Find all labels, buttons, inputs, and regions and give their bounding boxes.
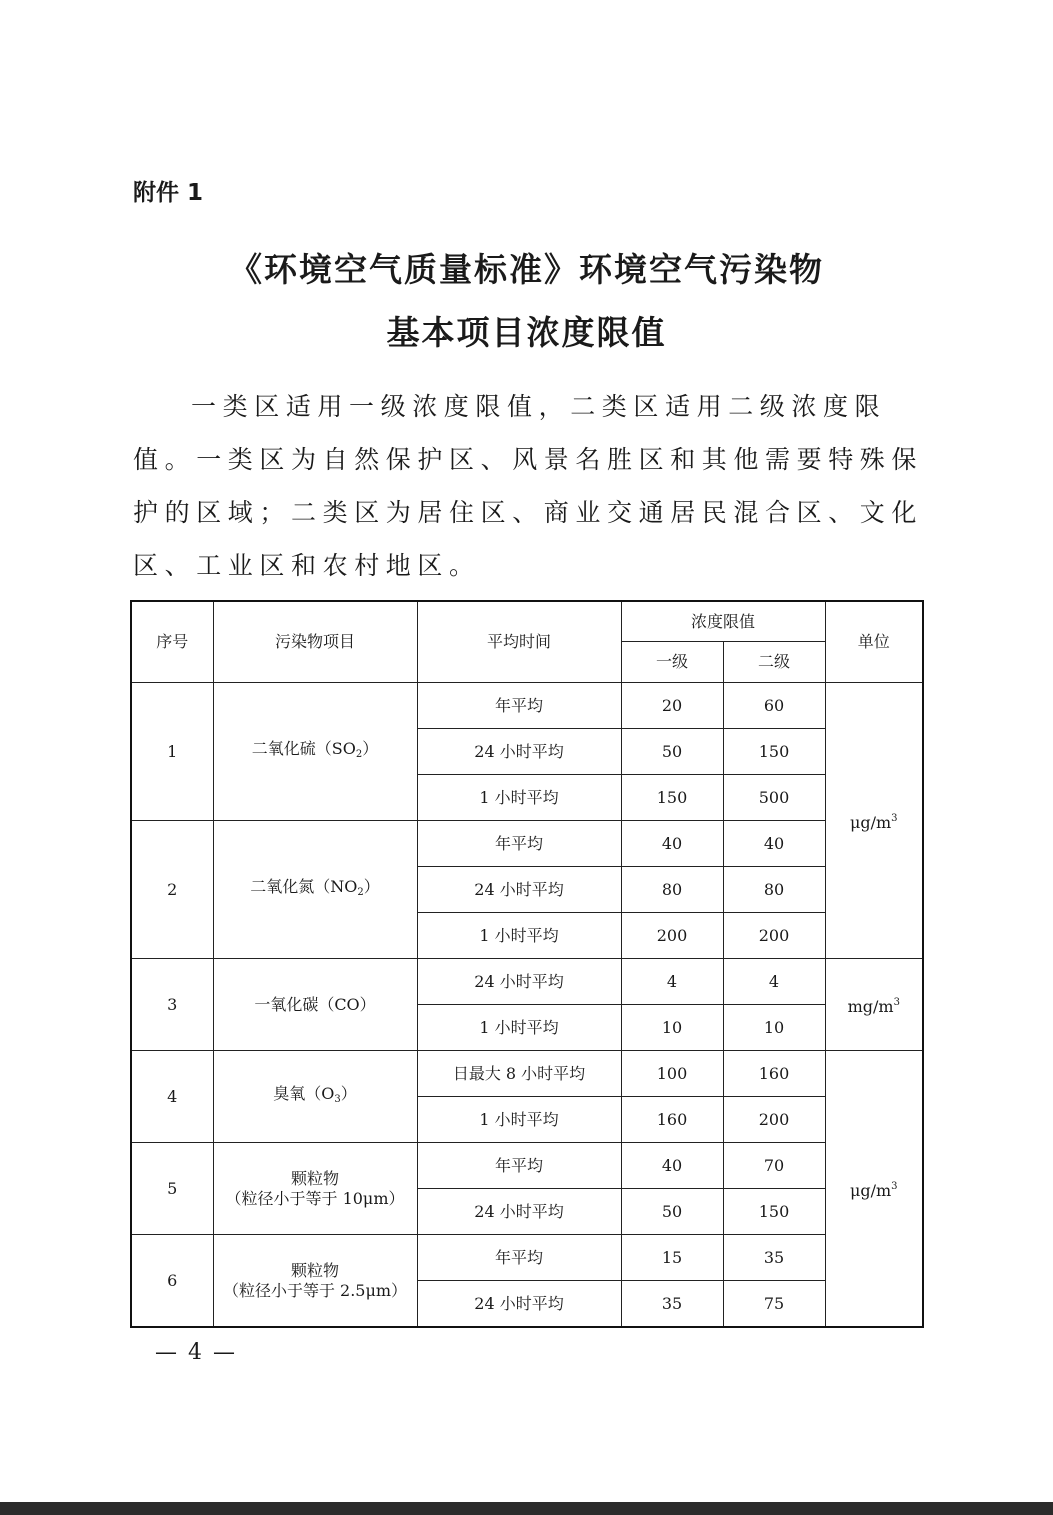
grade-2-cell: 35 [723, 1235, 825, 1281]
header-grade-1: 一级 [621, 642, 723, 683]
grade-1-cell: 50 [621, 729, 723, 775]
table-row [131, 1235, 923, 1281]
grade-2-cell: 500 [723, 775, 825, 821]
grade-1-cell: 40 [621, 821, 723, 867]
header-limit: 浓度限值 [621, 601, 825, 642]
seq-cell: 2 [131, 821, 213, 959]
seq-cell: 5 [131, 1143, 213, 1235]
pollutant-cell: 二氧化硫$(SO_2)$ [213, 683, 417, 821]
grade-2-cell: 200 [723, 913, 825, 959]
grade-1-cell: 15 [621, 1235, 723, 1281]
page-number: — 4 — [155, 1340, 237, 1365]
grade-1-cell: 160 [621, 1097, 723, 1143]
avg-time-cell: 24 小时平均 [417, 867, 621, 913]
seq-cell: 1 [131, 683, 213, 821]
grade-1-cell: 4 [621, 959, 723, 1005]
avg-time-cell: 日最大 8 小时平均 [417, 1051, 621, 1097]
seq-cell: 3 [131, 959, 213, 1051]
grade-1-cell: 35 [621, 1281, 723, 1328]
pollutant-cell: 一氧化碳（CO） [213, 959, 417, 1051]
avg-time-cell: 24 小时平均 [417, 959, 621, 1005]
avg-time-cell: 24 小时平均 [417, 729, 621, 775]
grade-1-cell: 10 [621, 1005, 723, 1051]
grade-2-cell: 200 [723, 1097, 825, 1143]
pollutant-cell: 二氧化氮$(NO_2)$ [213, 821, 417, 959]
avg-time-cell: 1 小时平均 [417, 913, 621, 959]
title-line-1: 《环境空气质量标准》环境空气污染物 [229, 250, 824, 289]
grade-2-cell: 150 [723, 729, 825, 775]
grade-1-cell: 50 [621, 1189, 723, 1235]
grade-2-cell: 75 [723, 1281, 825, 1328]
table-row [131, 1051, 923, 1097]
pollutant-cell: 臭氧$(O_3)$ [213, 1051, 417, 1143]
grade-2-cell: 10 [723, 1005, 825, 1051]
avg-time-cell: 1 小时平均 [417, 1097, 621, 1143]
attachment-label: 附件 1 [133, 180, 204, 206]
intro-paragraph: 一类区适用一级浓度限值，二类区适用二级浓度限值。一类区为自然保护区、风景名胜区和其他需要特殊保护的区域；二类区为居住区、商业交通居民混合区、文化区、工业区和农村地区。 [133, 392, 924, 580]
grade-2-cell: 40 [723, 821, 825, 867]
avg-time-cell: 年平均 [417, 1235, 621, 1281]
grade-2-cell: 70 [723, 1143, 825, 1189]
header-unit: 单位 [825, 601, 923, 683]
grade-1-cell: 80 [621, 867, 723, 913]
avg-time-cell: 1 小时平均 [417, 1005, 621, 1051]
header-seq: 序号 [131, 601, 213, 683]
grade-1-cell: 150 [621, 775, 723, 821]
avg-time-cell: 年平均 [417, 821, 621, 867]
header-pollutant: 污染物项目 [213, 601, 417, 683]
title-line-2: 基本项目浓度限值 [386, 313, 667, 352]
grade-1-cell: 200 [621, 913, 723, 959]
grade-1-cell: 40 [621, 1143, 723, 1189]
seq-cell: 4 [131, 1051, 213, 1143]
avg-time-cell: 24 小时平均 [417, 1189, 621, 1235]
grade-1-cell: 20 [621, 683, 723, 729]
seq-cell: 6 [131, 1235, 213, 1328]
unit-cell: $\mu g/m^3$ [825, 1051, 923, 1328]
grade-2-cell: 4 [723, 959, 825, 1005]
pollutant-cell: 颗粒物 （粒径小于等于 10μm） [213, 1143, 417, 1235]
grade-2-cell: 160 [723, 1051, 825, 1097]
grade-1-cell: 100 [621, 1051, 723, 1097]
avg-time-cell: 年平均 [417, 683, 621, 729]
grade-2-cell: 150 [723, 1189, 825, 1235]
table-row [131, 959, 923, 1005]
avg-time-cell: 1 小时平均 [417, 775, 621, 821]
table-row [131, 683, 923, 729]
header-avg-time: 平均时间 [417, 601, 621, 683]
table-row [131, 1143, 923, 1189]
unit-cell: $\mu g/m^3$ [825, 683, 923, 959]
grade-2-cell: 60 [723, 683, 825, 729]
pollutant-cell: 颗粒物 （粒径小于等于 2.5μm） [213, 1235, 417, 1328]
avg-time-cell: 24 小时平均 [417, 1281, 621, 1328]
concentration-limits-table [130, 600, 924, 1328]
grade-2-cell: 80 [723, 867, 825, 913]
avg-time-cell: 年平均 [417, 1143, 621, 1189]
table-row [131, 821, 923, 867]
header-grade-2: 二级 [723, 642, 825, 683]
unit-cell: $mg/m^3$ [825, 959, 923, 1051]
bottom-bar [0, 1502, 1053, 1515]
